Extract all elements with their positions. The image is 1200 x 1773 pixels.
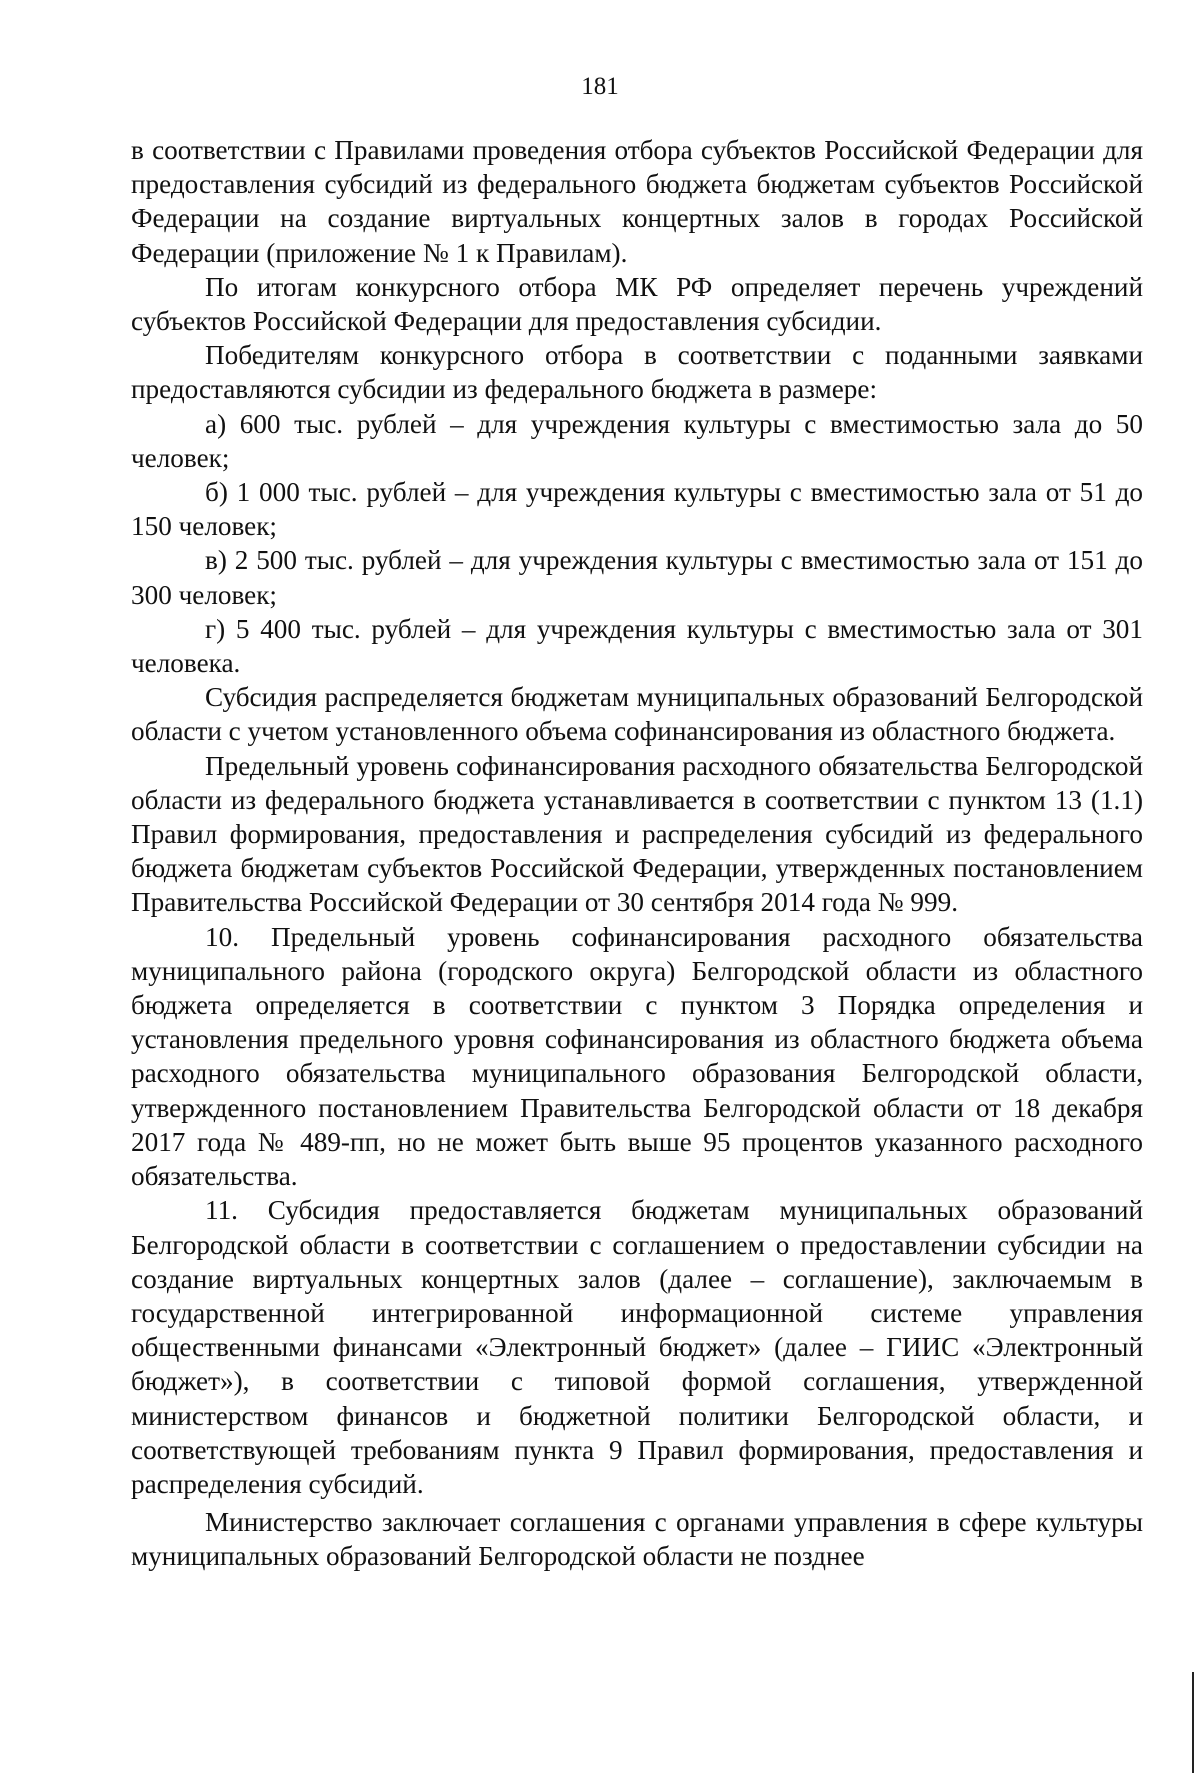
list-item: в) 2 500 тыс. рублей – для учреждения культуры с вместимостью зала от 151 до 300 человек; [131,545,1143,610]
paragraph: По итогам конкурсного отбора МК РФ определяет перечень учреждений субъектов Российской Федерации для предоставления субсидии. [131,271,1143,337]
list-item: б) 1 000 тыс. рублей – для учреждения культуры с вместимостью зала от 51 до 150 человек; [131,477,1143,542]
paragraph: Министерство заключает соглашения с органами управления в сфере культуры муниципальных образований Белгородской области не позднее [131,1507,1143,1572]
paragraph: Предельный уровень софинансирования расходного обязательства Белгородской области из федерального бюджета устанавливается в соответствии с пунктом 13 (1.1) Правил формирования, предоставления и распределения субсидий из федерального бюджета бюджетам субъектов Российской Федерации, утвержденных постановлением Правительства Российской Федерации от 30 сентября 2014 года № 999. [131,750,1143,918]
page-number: 181 [581,73,619,100]
paragraph: 10. Предельный уровень софинансирования расходного обязательства муниципального района (городского округа) Белгородской области из областного бюджета определяется в соответствии с пунктом 3 Порядка определения и установления предельного уровня софинансирования из областного бюджета объема расходного обязательства муниципального образования Белгородской области, утвержденного постановлением Правительства Белгородской области от 18 декабря 2017 года № 489-пп, но не может быть выше 95 процентов указанного расходного обязательства. [131,921,1143,1192]
paragraph: в соответствии с Правилами проведения отбора субъектов Российской Федерации для предоставления субсидий из федерального бюджета бюджетам субъектов Российской Федерации на создание виртуальных концертных залов в городах Российской Федерации (приложение № 1 к Правилам). [131,135,1143,268]
list-item: а) 600 тыс. рублей – для учреждения культуры с вместимостью зала до 50 человек; [131,408,1143,473]
paragraph: Субсидия распределяется бюджетам муниципальных образований Белгородской области с учетом установленного объема софинансирования из областного бюджета. [131,682,1143,747]
document-body [131,133,1143,1574]
scan-edge-line [1192,1672,1194,1773]
list-item: г) 5 400 тыс. рублей – для учреждения культуры с вместимостью зала от 301 человека. [131,613,1143,679]
paragraph: Победителям конкурсного отбора в соответствии с поданными заявками предоставляются субсидии из федерального бюджета в размере: [131,340,1143,405]
paragraph: 11. Субсидия предоставляется бюджетам муниципальных образований Белгородской области в соответствии с соглашением о предоставлении субсидии на создание виртуальных концертных залов (далее – соглашение), заключаемым в государственной интегрированной информационной системе управления общественными финансами «Электронный бюджет» (далее – ГИИС «Электронный бюджет»), в соответствии с типовой формой соглашения, утвержденной министерством финансов и бюджетной политики Белгородской области, и соответствующей требованиям пункта 9 Правил формирования, предоставления и распределения субсидий. [131,1195,1143,1499]
